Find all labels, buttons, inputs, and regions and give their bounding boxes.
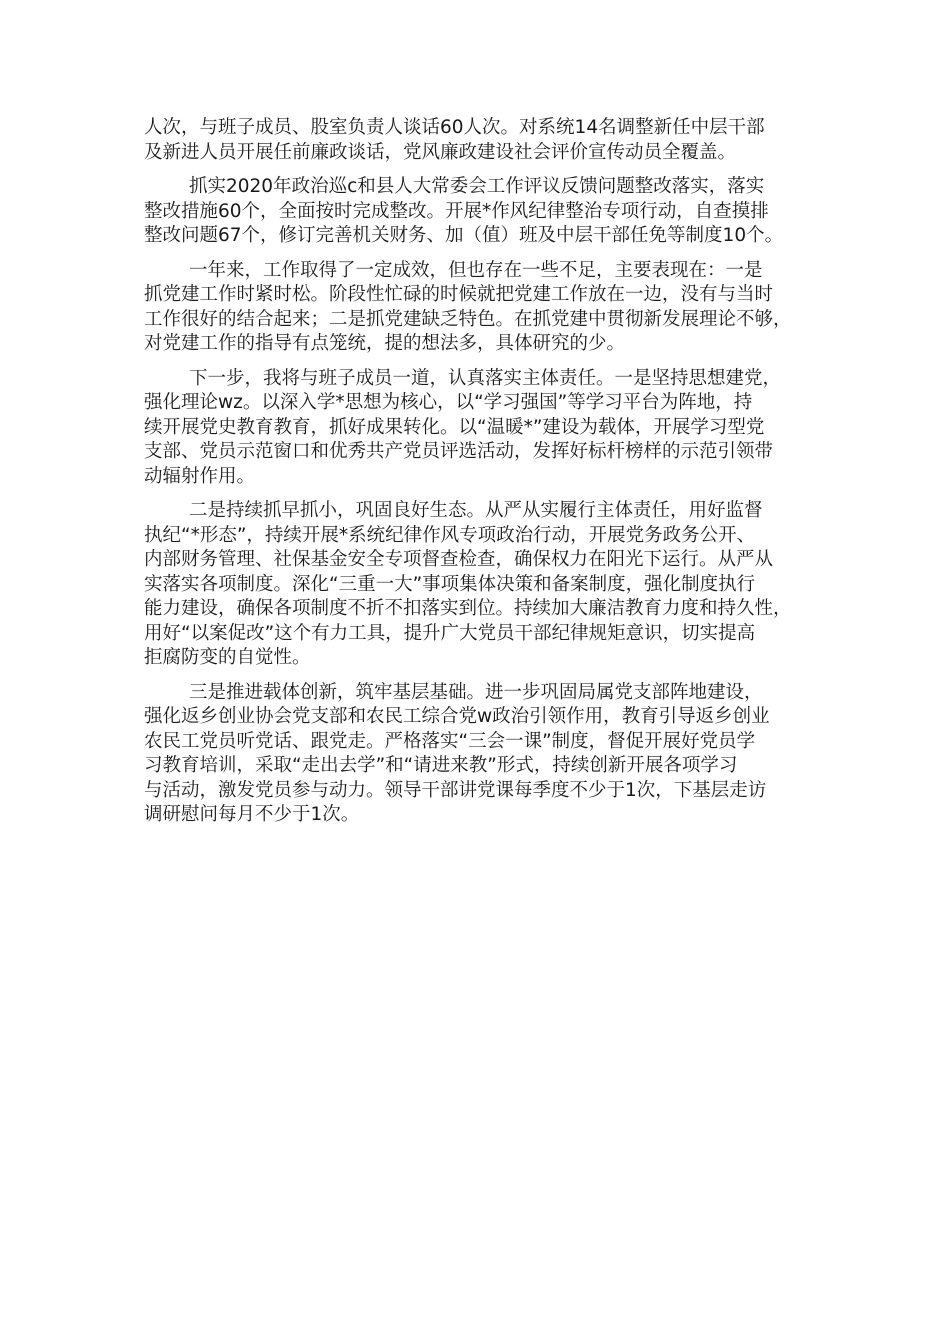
paragraph-discipline <box>144 499 814 671</box>
text-line: 习教育培训，采取“走出去学”和“请进来教”形式，持续创新开展各项学习 <box>144 755 738 776</box>
paragraph-next-steps <box>144 367 814 490</box>
text-line: 及新进人员开展任前廉政谈话，党风廉政建设社会评价宣传动员全覆盖。 <box>144 141 737 163</box>
text-line: 续开展党史教育教育，抓好成果转化。以“温暖*”建设为载体，开展学习型党 <box>144 416 765 438</box>
text-line: 人次，与班子成员、股室负责人谈话60人次。对系统14名调整新任中层干部 <box>144 117 765 138</box>
text-line: 下一步，我将与班子成员一道，认真落实主体责任。一是坚持思想建党， <box>189 367 782 389</box>
document-body <box>144 116 814 838</box>
paragraph-grassroots <box>144 681 814 828</box>
text-line: 三是推进载体创新，筑牢基层基础。进一步巩固局属党支部阵地建设， <box>189 681 763 703</box>
paragraph-shortcomings <box>144 259 814 357</box>
text-line: 调研慰问每月不少于1次。 <box>144 804 360 825</box>
text-line: 强化返乡创业协会党支部和农民工综合党w政治引领作用，教育引导返乡创业 <box>144 706 770 727</box>
text-line: 整改问题67个，修订完善机关财务、加（值）班及中层干部任免等制度10个。 <box>144 225 784 246</box>
text-line: 二是持续抓早抓小，巩固良好生态。从严从实履行主体责任，用好监督 <box>189 500 763 521</box>
text-line: 农民工党员听党话、跟党走。严格落实“三会一课”制度，督促开展好党员学 <box>144 730 756 752</box>
text-line: 与活动，激发党员参与动力。领导干部讲党课每季度不少于1次，下基层走访 <box>144 779 767 801</box>
text-line: 用好“以案促改”这个有力工具，提升广大党员干部纪律规矩意识，切实提高 <box>144 622 756 644</box>
text-line: 实落实各项制度。深化“三重一大”事项集体决策和备案制度，强化制度执行 <box>144 573 756 595</box>
paragraph-rectification <box>144 175 814 249</box>
text-line: 执纪“*形态”，持续开展*系统纪律作风专项政治行动，开展党务政务公开、 <box>144 524 756 546</box>
text-line: 内部财务管理、社保基金安全专项督查检查，确保权力在阳光下运行。从严从 <box>144 549 774 570</box>
text-line: 抓党建工作时紧时松。阶段性忙碌的时候就把党建工作放在一边，没有与当时 <box>144 284 774 305</box>
text-line: 强化理论wz。以深入学*思想为核心，以“学习强国”等学习平台为阵地，持 <box>144 392 753 413</box>
text-line: 动辐射作用。 <box>144 465 256 487</box>
text-line: 一年来，工作取得了一定成效，但也存在一些不足，主要表现在：一是 <box>189 259 763 281</box>
text-line: 抓实2020年政治巡c和县人大常委会工作评议反馈问题整改落实，落实 <box>189 176 765 197</box>
text-line: 整改措施60个，全面按时完成整改。开展*作风纪律整治专项行动，自查摸排 <box>144 200 769 222</box>
text-line: 对党建工作的指导有点笼统，提的想法多，具体研究的少。 <box>144 333 626 354</box>
text-line: 拒腐防变的自觉性。 <box>144 647 311 668</box>
paragraph-talks-summary <box>144 116 814 165</box>
text-line: 支部、党员示范窗口和优秀共产党员评选活动，发挥好标杆榜样的示范引领带 <box>144 441 774 462</box>
text-line: 工作很好的结合起来；二是抓党建缺乏特色。在抓党建中贯彻新发展理论不够， <box>144 308 792 330</box>
text-line: 能力建设，确保各项制度不折不扣落实到位。持续加大廉洁教育力度和持久性， <box>144 598 792 619</box>
